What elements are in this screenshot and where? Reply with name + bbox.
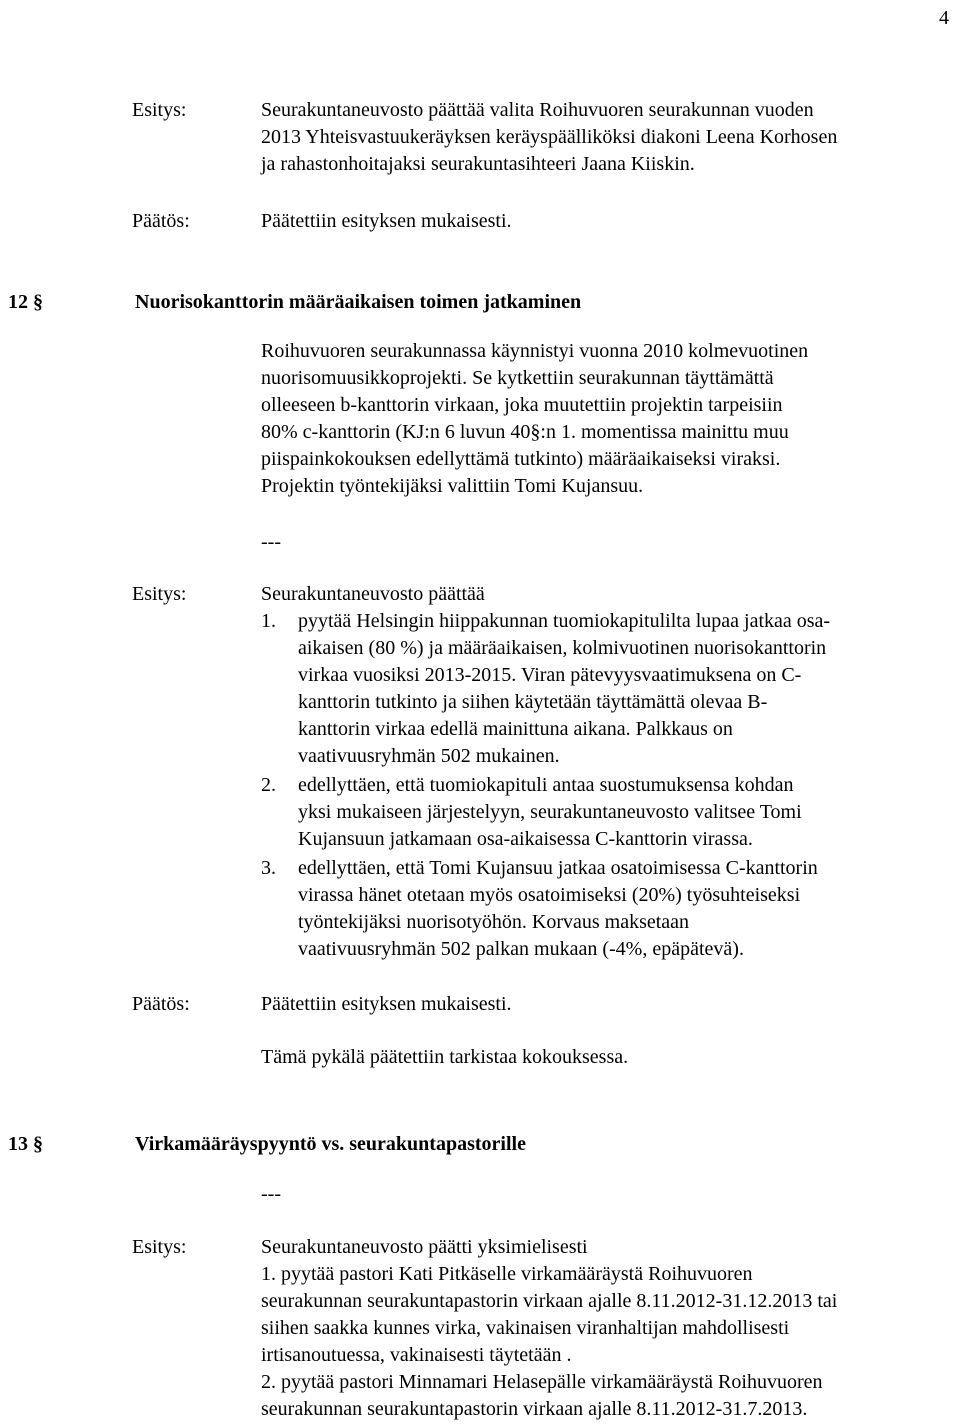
item-line: virassa hänet otetaan myös osatoimiseksi (20%) työsuhteiseksi bbox=[298, 884, 801, 906]
esitys-heading: Seurakuntaneuvosto päätti yksimielisesti bbox=[261, 1236, 588, 1258]
item-line: vaativuusryhmän 502 palkan mukaan (-4%, epäpätevä). bbox=[298, 938, 744, 960]
esitys-line: 2013 Yhteisvastuukeräyksen keräyspäälliköksi diakoni Leena Korhosen bbox=[261, 126, 838, 148]
section-heading-12 bbox=[8, 292, 43, 312]
section-sign: § bbox=[33, 1133, 43, 1155]
separator: --- bbox=[261, 1183, 281, 1205]
esitys-line: Seurakuntaneuvosto päättää valita Roihuvuoren seurakunnan vuoden bbox=[261, 99, 814, 121]
esitys-line: seurakunnan seurakuntapastorin virkaan ajalle 8.11.2012-31.12.2013 tai bbox=[261, 1290, 838, 1312]
paatos-text: Päätettiin esityksen mukaisesti. bbox=[261, 993, 512, 1015]
item-line: yksi mukaiseen järjestelyyn, seurakuntaneuvosto valitsee Tomi bbox=[298, 801, 802, 823]
paatos-label: Päätös: bbox=[132, 993, 190, 1015]
esitys-label: Esitys: bbox=[132, 583, 187, 605]
esitys-line: siihen saakka kunnes virka, vakinaisen viranhaltijan mahdollisesti bbox=[261, 1317, 790, 1339]
item-number: 3. bbox=[261, 857, 276, 879]
item-line: edellyttäen, että Tomi Kujansuu jatkaa osatoimisessa C-kanttorin bbox=[298, 857, 818, 879]
page-number: 4 bbox=[939, 7, 949, 29]
item-line: edellyttäen, että tuomiokapituli antaa suostumuksensa kohdan bbox=[298, 774, 794, 796]
esitys-heading: Seurakuntaneuvosto päättää bbox=[261, 583, 485, 605]
note-text: Tämä pykälä päätettiin tarkistaa kokouksessa. bbox=[261, 1046, 629, 1068]
esitys-label: Esitys: bbox=[132, 99, 187, 121]
item-line: aikaisen (80 %) ja määräaikaisen, kolmivuotinen nuorisokanttorin bbox=[298, 637, 827, 659]
intro-line: nuorisomuusikkoprojekti. Se kytkettiin seurakunnan täyttämättä bbox=[261, 367, 774, 389]
item-line: vaativuusryhmän 502 mukainen. bbox=[298, 745, 560, 767]
esitys-line: 2. pyytää pastori Minnamari Helasepälle virkamääräystä Roihuvuoren bbox=[261, 1371, 823, 1393]
section-heading-13 bbox=[8, 1134, 43, 1154]
intro-line: piispainkokouksen edellyttämä tutkinto) määräaikaiseksi viraksi. bbox=[261, 448, 781, 470]
esitys-line: seurakunnan seurakuntapastorin virkaan ajalle 8.11.2012-31.7.2013. bbox=[261, 1398, 808, 1420]
section-number: 13 bbox=[8, 1133, 28, 1155]
section-title: Nuorisokanttorin määräaikaisen toimen jatkaminen bbox=[135, 291, 582, 313]
item-line: virkaa vuosiksi 2013-2015. Viran pätevyysvaatimuksena on C- bbox=[298, 664, 802, 686]
intro-line: olleeseen b-kanttorin virkaan, joka muutettiin projektin tarpeisiin bbox=[261, 394, 783, 416]
intro-line: Projektin työntekijäksi valittiin Tomi Kujansuu. bbox=[261, 475, 644, 497]
esitys-line: irtisanoutuessa, vakinaisesti täytetään . bbox=[261, 1344, 572, 1366]
section-number: 12 bbox=[8, 291, 28, 313]
item-number: 1. bbox=[261, 610, 276, 632]
item-line: pyytää Helsingin hiippakunnan tuomiokapitulilta lupaa jatkaa osa- bbox=[298, 610, 831, 632]
intro-line: 80% c-kanttorin (KJ:n 6 luvun 40§:n 1. momentissa mainittu muu bbox=[261, 421, 789, 443]
paatos-label: Päätös: bbox=[132, 210, 190, 232]
item-line: Kujansuun jatkamaan osa-aikaisessa C-kanttorin virassa. bbox=[298, 828, 753, 850]
item-line: kanttorin virkaa edellä mainittuna aikana. Palkkaus on bbox=[298, 718, 733, 740]
esitys-line: 1. pyytää pastori Kati Pitkäselle virkamääräystä Roihuvuoren bbox=[261, 1263, 753, 1285]
section-title: Virkamääräyspyyntö vs. seurakuntapastorille bbox=[135, 1133, 526, 1155]
separator: --- bbox=[261, 531, 281, 553]
paatos-text: Päätettiin esityksen mukaisesti. bbox=[261, 210, 512, 232]
esitys-label: Esitys: bbox=[132, 1236, 187, 1258]
item-line: työntekijäksi nuorisotyöhön. Korvaus maksetaan bbox=[298, 911, 690, 933]
item-line: kanttorin tutkinto ja siihen käytetään täyttämättä olevaa B- bbox=[298, 691, 768, 713]
intro-line: Roihuvuoren seurakunnassa käynnistyi vuonna 2010 kolmevuotinen bbox=[261, 340, 809, 362]
esitys-line: ja rahastonhoitajaksi seurakuntasihteeri Jaana Kiiskin. bbox=[261, 153, 695, 175]
section-sign: § bbox=[33, 291, 43, 313]
item-number: 2. bbox=[261, 774, 276, 796]
